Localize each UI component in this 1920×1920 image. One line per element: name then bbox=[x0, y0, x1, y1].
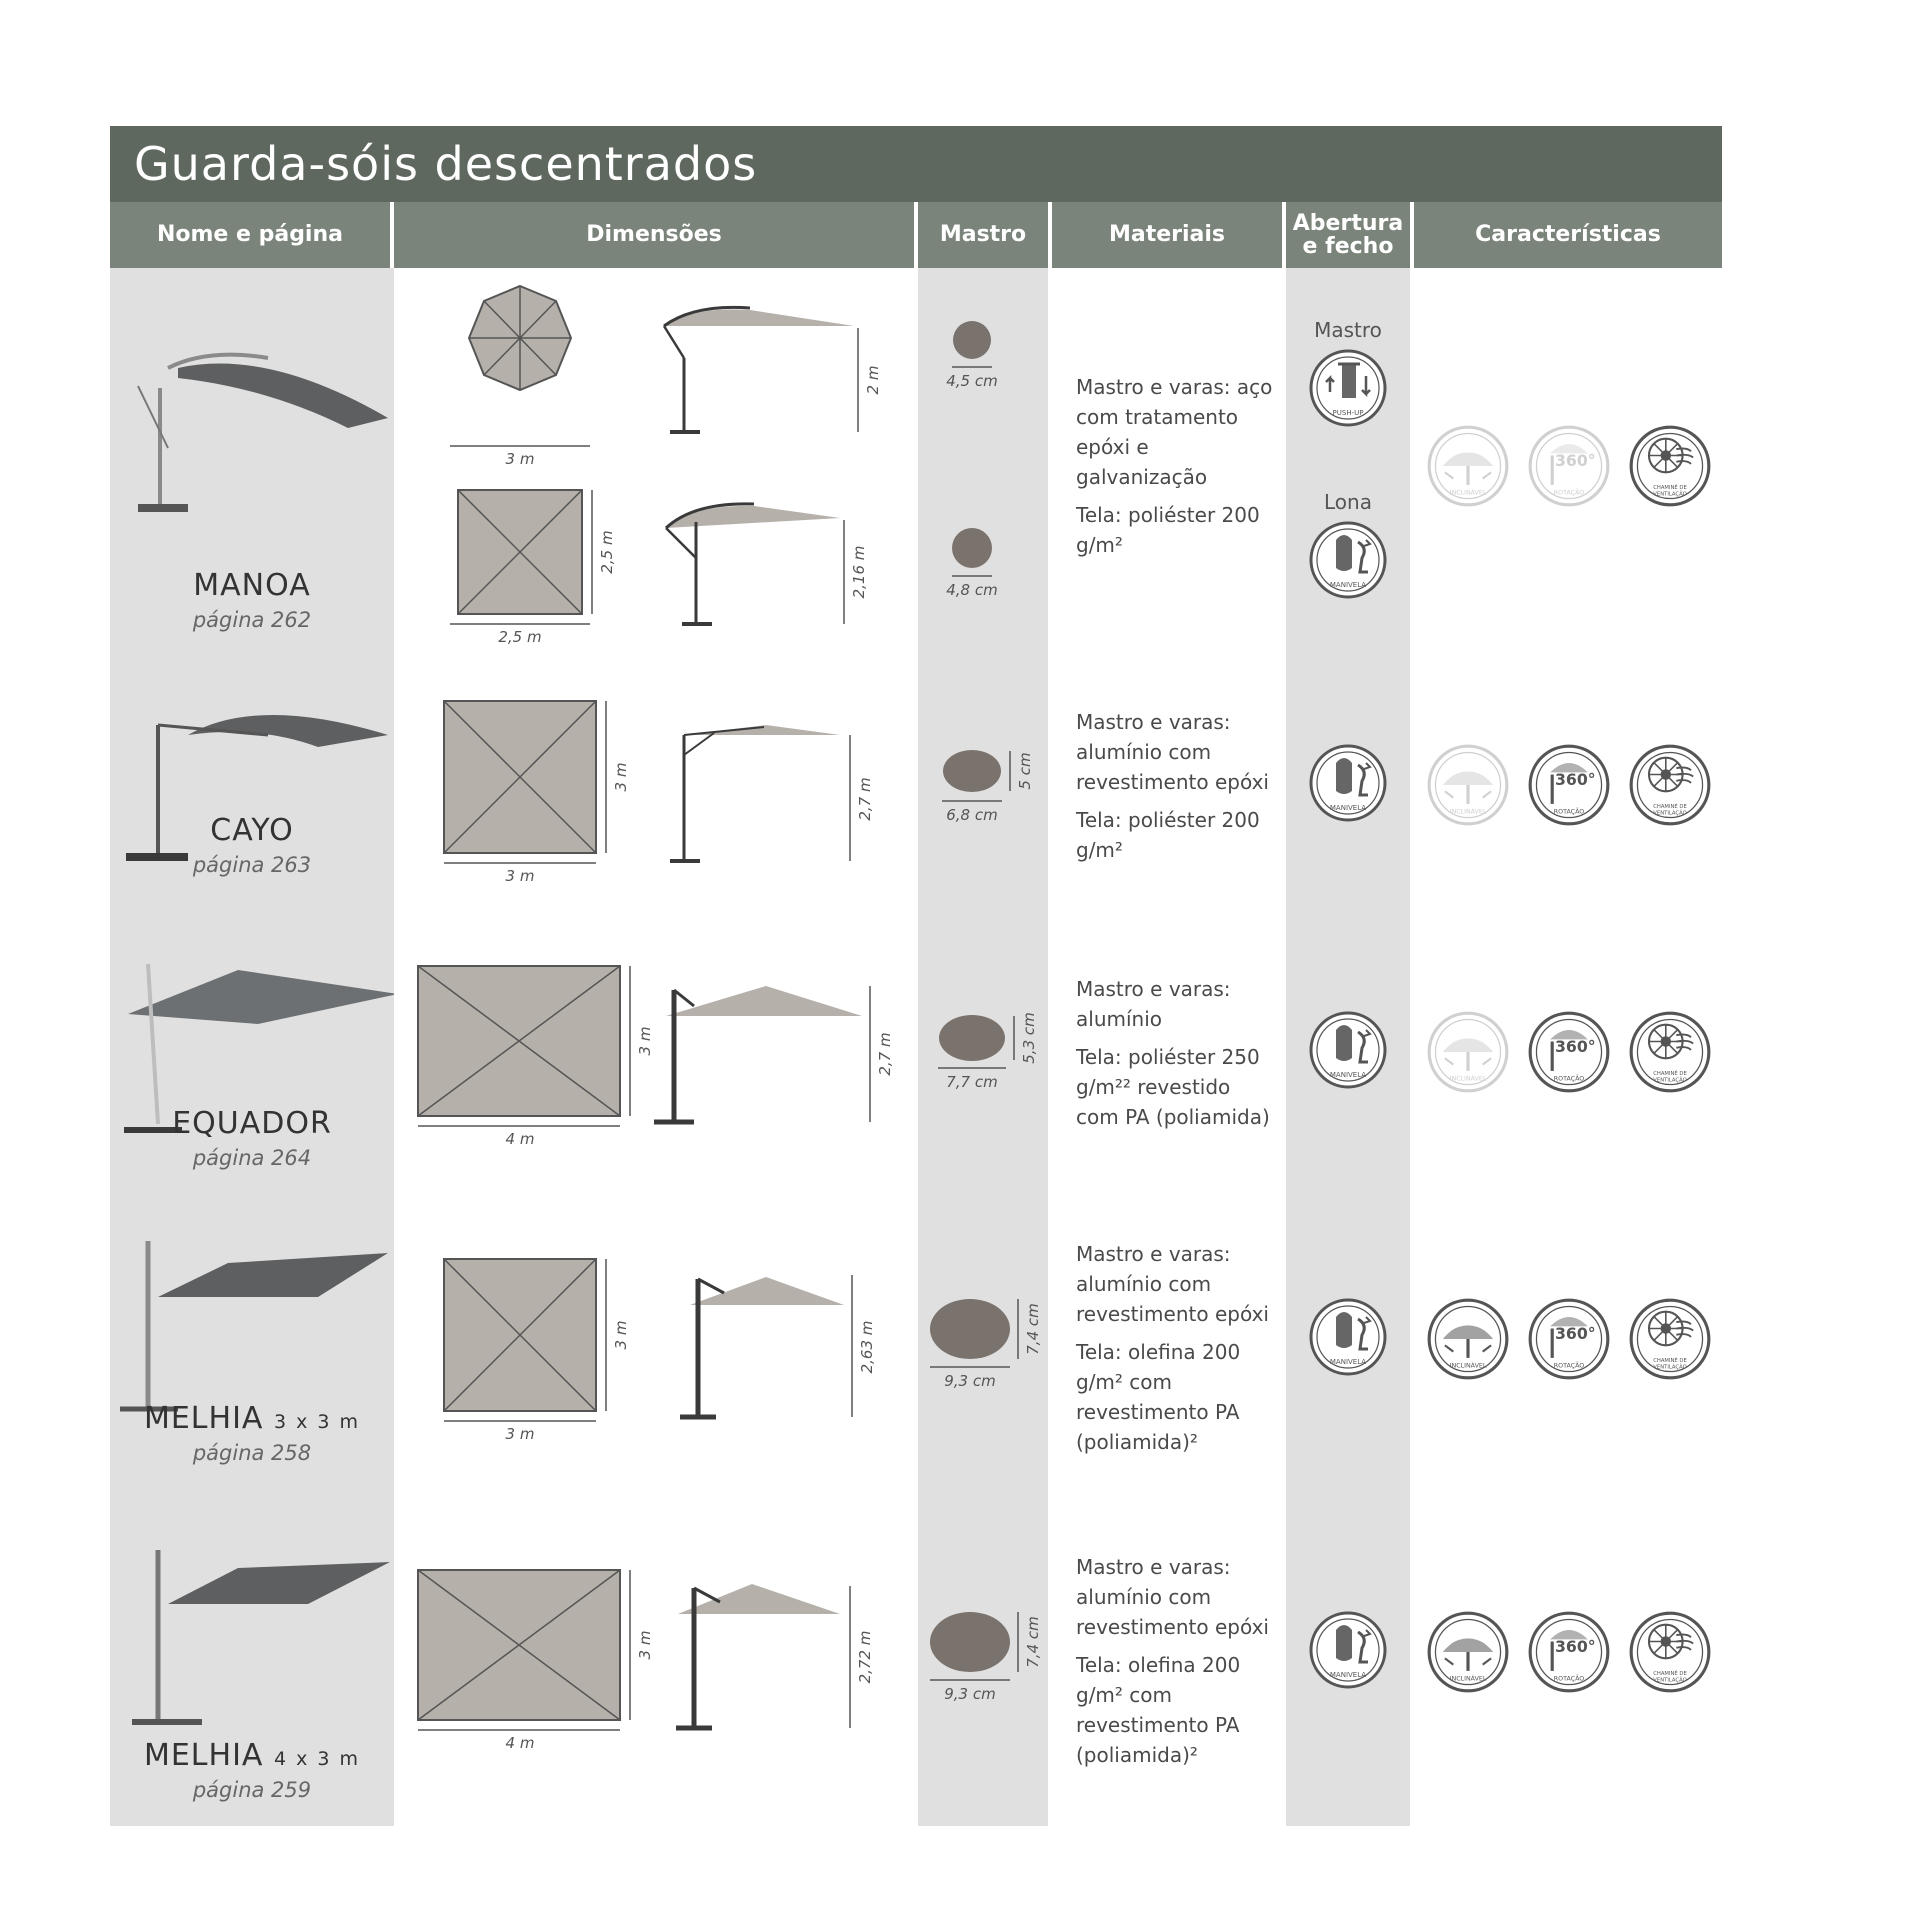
vent-label-2: VENTILAÇÃO bbox=[1653, 1364, 1687, 1371]
materials-fabric: Tela: poliéster 200 g/m² bbox=[1076, 503, 1260, 557]
vent-label-2: VENTILAÇÃO bbox=[1653, 810, 1687, 817]
product-cell bbox=[110, 665, 394, 913]
product-page: página 263 bbox=[192, 853, 312, 877]
product-name bbox=[110, 1401, 394, 1436]
rotation-label: ROTAÇÃO bbox=[1553, 1075, 1585, 1083]
header-name: Nome e página bbox=[110, 202, 390, 268]
mast-cell bbox=[918, 665, 1048, 913]
rotation-value: 360° bbox=[1554, 770, 1596, 789]
vent-icon bbox=[1628, 1010, 1712, 1094]
rotation-label: ROTAÇÃO bbox=[1553, 1675, 1585, 1683]
vent-label-2: VENTILAÇÃO bbox=[1653, 1077, 1687, 1084]
crank-icon bbox=[1308, 1610, 1388, 1690]
materials-fabric: Tela: poliéster 200 g/m² bbox=[1076, 808, 1260, 862]
rotation-icon bbox=[1527, 1297, 1611, 1381]
mast-size-b: 4,8 cm bbox=[946, 581, 998, 599]
dim-depth: 3 m bbox=[612, 762, 630, 792]
dimensions-cell bbox=[394, 910, 914, 1200]
mast-cell bbox=[918, 1197, 1048, 1497]
tilt-icon bbox=[1426, 1297, 1510, 1381]
rotation-value: 360° bbox=[1554, 451, 1596, 470]
opening-canvas-label: Lona bbox=[1324, 490, 1372, 514]
features-cell bbox=[1414, 1197, 1722, 1497]
materials-frame: Mastro e varas: alumínio com revestimento epóxi bbox=[1076, 1555, 1269, 1639]
vent-icon bbox=[1628, 1297, 1712, 1381]
vent-label-2: VENTILAÇÃO bbox=[1653, 491, 1687, 498]
dim-width-b: 2,5 m bbox=[498, 628, 542, 646]
materials-frame: Mastro e varas: alumínio com revestimento epóxi bbox=[1076, 1242, 1269, 1326]
title-text: Guarda-sóis descentrados bbox=[134, 137, 758, 191]
mast-depth: 7,4 cm bbox=[1024, 1616, 1042, 1668]
dimensions-cell bbox=[394, 268, 914, 668]
product-cell bbox=[110, 268, 394, 668]
mast-sections bbox=[918, 910, 1048, 1196]
vent-label-1: CHAMINÉ DE bbox=[1653, 1358, 1687, 1365]
rotation-value: 360° bbox=[1554, 1324, 1596, 1343]
product-page: página 258 bbox=[192, 1441, 312, 1465]
product-cell bbox=[110, 1197, 394, 1497]
tilt-label: INCLINÁVEL bbox=[1449, 808, 1487, 816]
crank-label: MANIVELA bbox=[1329, 1671, 1367, 1679]
features-cell bbox=[1414, 665, 1722, 913]
crank-icon bbox=[1308, 743, 1388, 823]
opening-cell bbox=[1286, 268, 1410, 668]
vent-label-1: CHAMINÉ DE bbox=[1653, 804, 1687, 811]
vent-icon bbox=[1628, 424, 1712, 508]
product-cell bbox=[110, 910, 394, 1200]
mast-sections bbox=[918, 1197, 1048, 1493]
dim-width: 3 m bbox=[505, 867, 535, 885]
mast-cell bbox=[918, 268, 1048, 668]
product-page: página 259 bbox=[192, 1778, 312, 1802]
mast-sections bbox=[918, 665, 1048, 909]
mast-width: 6,8 cm bbox=[946, 806, 998, 824]
header-row bbox=[110, 202, 1722, 268]
product-name: EQUADOR bbox=[172, 1106, 332, 1141]
dim-depth: 3 m bbox=[636, 1630, 654, 1660]
dimensions-cell bbox=[394, 665, 914, 913]
tilt-label: INCLINÁVEL bbox=[1449, 1075, 1487, 1083]
vent-icon bbox=[1628, 1610, 1712, 1694]
dimension-drawings bbox=[394, 910, 914, 1196]
dimension-drawings bbox=[394, 268, 914, 664]
tilt-label: INCLINÁVEL bbox=[1449, 1675, 1487, 1683]
mast-width: 9,3 cm bbox=[944, 1685, 996, 1703]
header-materials: Materiais bbox=[1052, 202, 1282, 268]
dim-width-a: 3 m bbox=[505, 450, 535, 468]
table-row-cayo bbox=[110, 665, 1722, 910]
crank-label: MANIVELA bbox=[1329, 581, 1367, 589]
header-features: Características bbox=[1414, 202, 1722, 268]
tilt-icon bbox=[1426, 1610, 1510, 1694]
crank-label: MANIVELA bbox=[1329, 804, 1367, 812]
materials-fabric: Tela: olefina 200 g/m² com revestimento PA (poliamida)² bbox=[1076, 1340, 1241, 1454]
umbrella-photo bbox=[118, 328, 388, 528]
materials-cell bbox=[1052, 1494, 1282, 1826]
dimension-drawings bbox=[394, 1494, 914, 1822]
mast-cell bbox=[918, 1494, 1048, 1826]
vent-label-2: VENTILAÇÃO bbox=[1653, 1677, 1687, 1684]
materials-frame: Mastro e varas: alumínio com revestimento epóxi bbox=[1076, 710, 1269, 794]
dim-depth: 3 m bbox=[636, 1026, 654, 1056]
product-page: página 264 bbox=[192, 1146, 312, 1170]
materials-cell bbox=[1052, 268, 1282, 668]
rotation-label: ROTAÇÃO bbox=[1553, 1362, 1585, 1370]
opening-cell bbox=[1286, 1494, 1410, 1826]
dimension-drawings bbox=[394, 665, 914, 909]
comparison-table bbox=[110, 126, 1722, 1822]
table-row-melhia-3x3 bbox=[110, 1197, 1722, 1494]
product-size: 4 x 3 m bbox=[273, 1748, 361, 1770]
product-size: 3 x 3 m bbox=[273, 1411, 361, 1433]
product-cell bbox=[110, 1494, 394, 1826]
umbrella-photo bbox=[118, 1237, 398, 1427]
opening-mast-label: Mastro bbox=[1314, 318, 1382, 342]
opening-cell bbox=[1286, 665, 1410, 913]
dim-height: 2,63 m bbox=[858, 1320, 876, 1374]
dimensions-cell bbox=[394, 1197, 914, 1497]
table-row-melhia-4x3 bbox=[110, 1494, 1722, 1822]
mast-sections bbox=[918, 1494, 1048, 1822]
dimensions-cell bbox=[394, 1494, 914, 1826]
tilt-icon bbox=[1426, 1010, 1510, 1094]
crank-icon bbox=[1308, 1297, 1388, 1377]
mast-width: 9,3 cm bbox=[944, 1372, 996, 1390]
header-opening: Abertura e fecho bbox=[1286, 202, 1410, 268]
dim-height-b: 2,16 m bbox=[850, 545, 868, 599]
header-mast: Mastro bbox=[918, 202, 1048, 268]
materials-cell bbox=[1052, 910, 1282, 1200]
tilt-icon bbox=[1426, 424, 1510, 508]
header-dimensions: Dimensões bbox=[394, 202, 914, 268]
rotation-icon bbox=[1527, 1010, 1611, 1094]
vent-label-1: CHAMINÉ DE bbox=[1653, 1071, 1687, 1078]
table-row-manoa bbox=[110, 268, 1722, 665]
materials-fabric: Tela: olefina 200 g/m² com revestimento PA (poliamida)² bbox=[1076, 1653, 1241, 1767]
rotation-icon bbox=[1527, 1610, 1611, 1694]
opening-cell bbox=[1286, 910, 1410, 1200]
crank-icon bbox=[1308, 1010, 1388, 1090]
product-name-text: MELHIA bbox=[143, 1738, 264, 1773]
dim-width: 4 m bbox=[505, 1130, 535, 1148]
dim-width: 3 m bbox=[505, 1425, 535, 1443]
dim-height: 2,7 m bbox=[856, 777, 874, 821]
product-name bbox=[110, 1738, 394, 1773]
rotation-value: 360° bbox=[1554, 1637, 1596, 1656]
mast-cell bbox=[918, 910, 1048, 1200]
materials-cell bbox=[1052, 1197, 1282, 1497]
mast-depth: 5 cm bbox=[1016, 752, 1034, 790]
materials-fabric: Tela: poliéster 250 g/m²² revestido com PA (poliamida) bbox=[1076, 1045, 1270, 1129]
features-cell bbox=[1414, 1494, 1722, 1826]
rotation-label: ROTAÇÃO bbox=[1553, 808, 1585, 816]
product-page: página 262 bbox=[192, 608, 312, 632]
rotation-label: ROTAÇÃO bbox=[1553, 489, 1585, 497]
materials-frame: Mastro e varas: alumínio bbox=[1076, 977, 1231, 1031]
product-name-text: MELHIA bbox=[143, 1401, 264, 1436]
features-cell bbox=[1414, 910, 1722, 1200]
dim-height: 2,7 m bbox=[876, 1032, 894, 1076]
mast-width: 7,7 cm bbox=[946, 1073, 998, 1091]
crank-label: MANIVELA bbox=[1329, 1071, 1367, 1079]
dim-depth: 3 m bbox=[612, 1320, 630, 1350]
dim-height-a: 2 m bbox=[864, 365, 882, 395]
mast-depth: 5,3 cm bbox=[1020, 1012, 1038, 1064]
materials-cell bbox=[1052, 665, 1282, 913]
opening-cell bbox=[1286, 1197, 1410, 1497]
features-cell bbox=[1414, 268, 1722, 668]
dim-width: 4 m bbox=[505, 1734, 535, 1752]
rotation-icon bbox=[1527, 424, 1611, 508]
dimension-drawings bbox=[394, 1197, 914, 1493]
dim-height: 2,72 m bbox=[856, 1630, 874, 1684]
vent-label-1: CHAMINÉ DE bbox=[1653, 1671, 1687, 1678]
push-up-icon bbox=[1308, 348, 1388, 428]
tilt-icon bbox=[1426, 743, 1510, 827]
table-row-equador bbox=[110, 910, 1722, 1197]
tilt-label: INCLINÁVEL bbox=[1449, 1362, 1487, 1370]
dim-depth-b: 2,5 m bbox=[598, 530, 616, 574]
mast-size-a: 4,5 cm bbox=[946, 372, 998, 390]
tilt-label: INCLINÁVEL bbox=[1449, 489, 1487, 497]
crank-label: MANIVELA bbox=[1329, 1358, 1367, 1366]
product-name: CAYO bbox=[210, 813, 294, 848]
rotation-value: 360° bbox=[1554, 1037, 1596, 1056]
vent-icon bbox=[1628, 743, 1712, 827]
materials-frame: Mastro e varas: aço com tratamento epóxi e galvanização bbox=[1076, 375, 1273, 489]
product-name: MANOA bbox=[193, 568, 311, 603]
mast-sections bbox=[918, 268, 1048, 664]
push-up-label: PUSH-UP bbox=[1332, 409, 1364, 417]
table-title bbox=[110, 126, 1722, 202]
vent-label-1: CHAMINÉ DE bbox=[1653, 485, 1687, 492]
mast-depth: 7,4 cm bbox=[1024, 1303, 1042, 1355]
umbrella-photo bbox=[118, 1544, 398, 1734]
crank-icon bbox=[1308, 520, 1388, 600]
rotation-icon bbox=[1527, 743, 1611, 827]
